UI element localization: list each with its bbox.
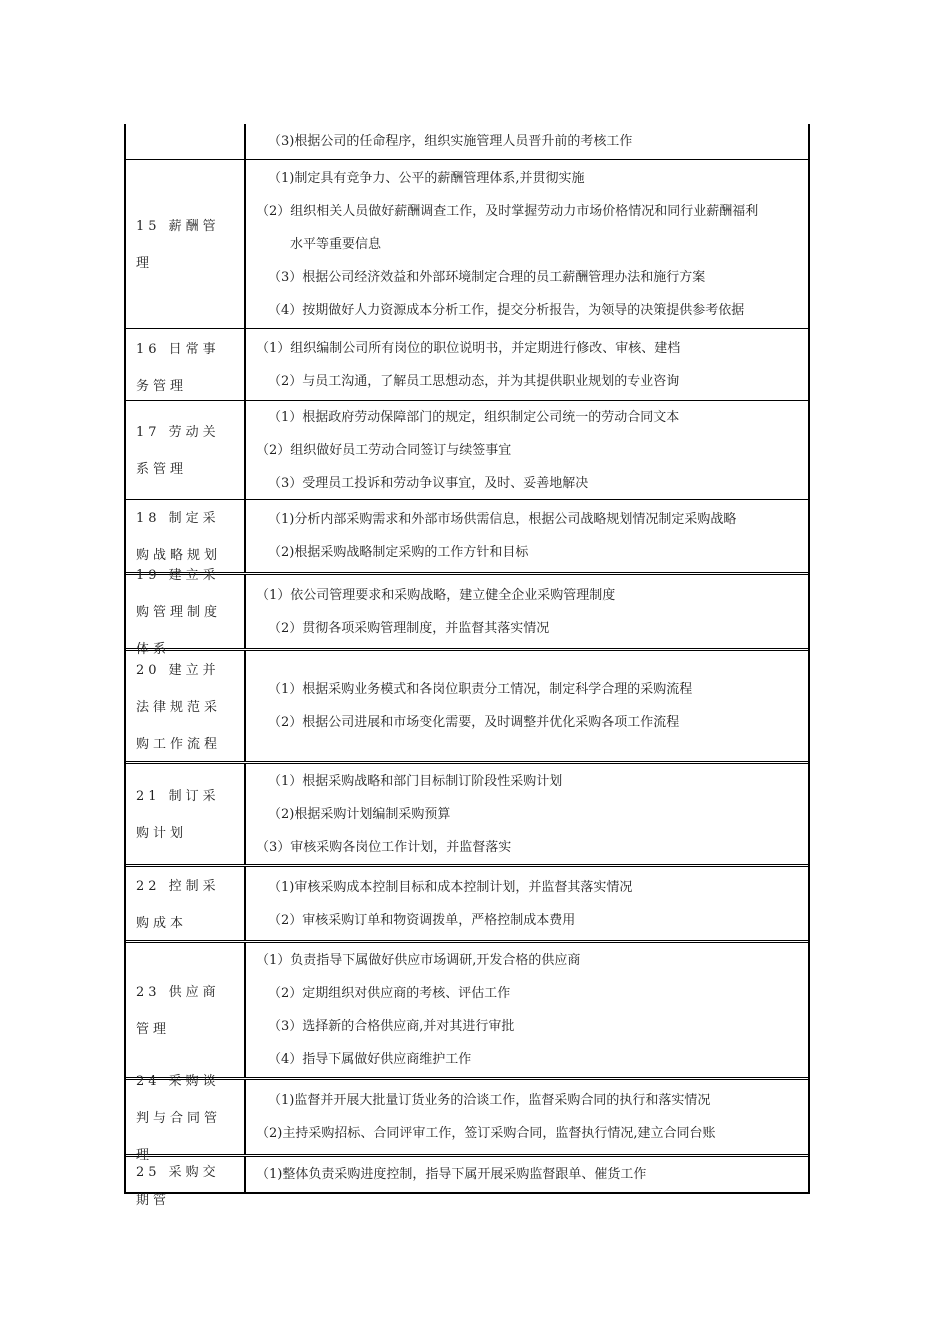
row-label: 16 日常事务管理 — [126, 329, 246, 400]
duty-item: （1)制定具有竞争力、公平的薪酬管理体系,并贯彻实施 — [268, 170, 585, 186]
duty-item: （1）根据政府劳动保障部门的规定，组织制定公司统一的劳动合同文本 — [268, 409, 680, 425]
row-content — [246, 124, 808, 159]
duty-item: 水平等重要信息 — [290, 236, 382, 252]
row-label — [126, 124, 246, 159]
row-label: 18 制定采购战略规划 — [126, 500, 246, 572]
row-content — [246, 867, 808, 940]
duty-item: （2）与员工沟通，了解员工思想动态，并为其提供职业规划的专业咨询 — [268, 373, 680, 389]
duties-table — [124, 124, 810, 1208]
row-content — [246, 1157, 808, 1192]
row-content — [246, 500, 808, 572]
table-row — [126, 761, 808, 864]
duty-item: （2）组织做好员工劳动合同签订与续签事宜 — [256, 442, 512, 458]
duty-item: （2）组织相关人员做好薪酬调查工作，及时掌握劳动力市场价格情况和同行业薪酬福利 — [256, 203, 759, 219]
row-content — [246, 943, 808, 1077]
duty-item: （1）依公司管理要求和采购战略，建立健全企业采购管理制度 — [256, 587, 616, 603]
row-content — [246, 1080, 808, 1154]
row-content — [246, 160, 808, 328]
duty-item: （3）受理员工投诉和劳动争议事宜，及时、妥善地解决 — [268, 475, 589, 491]
table-row — [126, 1073, 808, 1163]
table-row — [126, 568, 808, 657]
table-row — [126, 864, 808, 940]
duty-item: （4）指导下属做好供应商维护工作 — [268, 1052, 472, 1067]
duty-item: （2)根据采购战略制定采购的工作方针和目标 — [268, 545, 529, 560]
table-row — [126, 124, 808, 159]
duty-item: （2)根据采购计划编制采购预算 — [268, 806, 451, 822]
table-row — [126, 400, 808, 499]
duty-item: （1）组织编制公司所有岗位的职位说明书，并定期进行修改、审核、建档 — [256, 340, 681, 356]
row-label: 19 建立采购管理制度体系 — [126, 575, 246, 648]
duty-item: （2）根据公司进展和市场变化需要，及时调整并优化采购各项工作流程 — [268, 715, 680, 730]
row-label: 22 控制采购成本 — [126, 867, 246, 940]
duty-item: （2）定期组织对供应商的考核、评估工作 — [268, 986, 511, 1001]
row-content — [246, 329, 808, 400]
duty-item: （1）根据采购业务模式和各岗位职责分工情况，制定科学合理的采购流程 — [268, 682, 693, 697]
row-label: 25 采购交期管 — [126, 1157, 246, 1192]
duty-item: （4）按期做好人力资源成本分析工作，提交分析报告，为领导的决策提供参考依据 — [268, 302, 745, 318]
table-row — [126, 159, 808, 328]
row-label: 15 薪酬管理 — [126, 160, 246, 328]
table-row — [126, 648, 808, 761]
table-row — [126, 1154, 808, 1208]
row-label: 23 供应商管理 — [126, 943, 246, 1077]
row-label: 24 采购谈判与合同管理 — [126, 1080, 246, 1154]
duty-item: （1）负责指导下属做好供应市场调研,开发合格的供应商 — [256, 953, 581, 968]
duty-item: （1）根据采购战略和部门目标制订阶段性采购计划 — [268, 773, 563, 789]
table-row — [126, 940, 808, 1077]
row-content — [246, 575, 808, 648]
duty-item: （3）根据公司经济效益和外部环境制定合理的员工薪酬管理办法和施行方案 — [268, 269, 706, 285]
row-content — [246, 401, 808, 499]
duty-item: （3)根据公司的任命程序，组织实施管理人员晋升前的考核工作 — [268, 134, 633, 149]
duty-item: （2)主持采购招标、合同评审工作，签订采购合同，监督执行情况,建立合同台账 — [256, 1126, 716, 1141]
row-content — [246, 764, 808, 864]
duty-item: （2）贯彻各项采购管理制度，并监督其落实情况 — [268, 620, 550, 636]
duty-item: （3）选择新的合格供应商,并对其进行审批 — [268, 1019, 515, 1034]
duty-item: （2）审核采购订单和物资调拨单，严格控制成本费用 — [268, 912, 576, 928]
row-label: 20 建立并法律规范采购工作流程 — [126, 651, 246, 761]
duty-item: （3）审核采购各岗位工作计划，并监督落实 — [256, 839, 512, 855]
row-content — [246, 651, 808, 761]
duty-item: （1)整体负责采购进度控制，指导下属开展采购监督跟单、催货工作 — [256, 1167, 647, 1182]
duty-item: （1)审核采购成本控制目标和成本控制计划，并监督其落实情况 — [268, 879, 633, 895]
duty-item: （1)分析内部采购需求和外部市场供需信息，根据公司战略规划情况制定采购战略 — [268, 512, 737, 527]
row-label: 21 制订采购计划 — [126, 764, 246, 864]
row-label: 17 劳动关系管理 — [126, 401, 246, 499]
table-row — [126, 328, 808, 400]
duty-item: （1)监督并开展大批量订货业务的洽谈工作，监督采购合同的执行和落实情况 — [268, 1093, 711, 1108]
